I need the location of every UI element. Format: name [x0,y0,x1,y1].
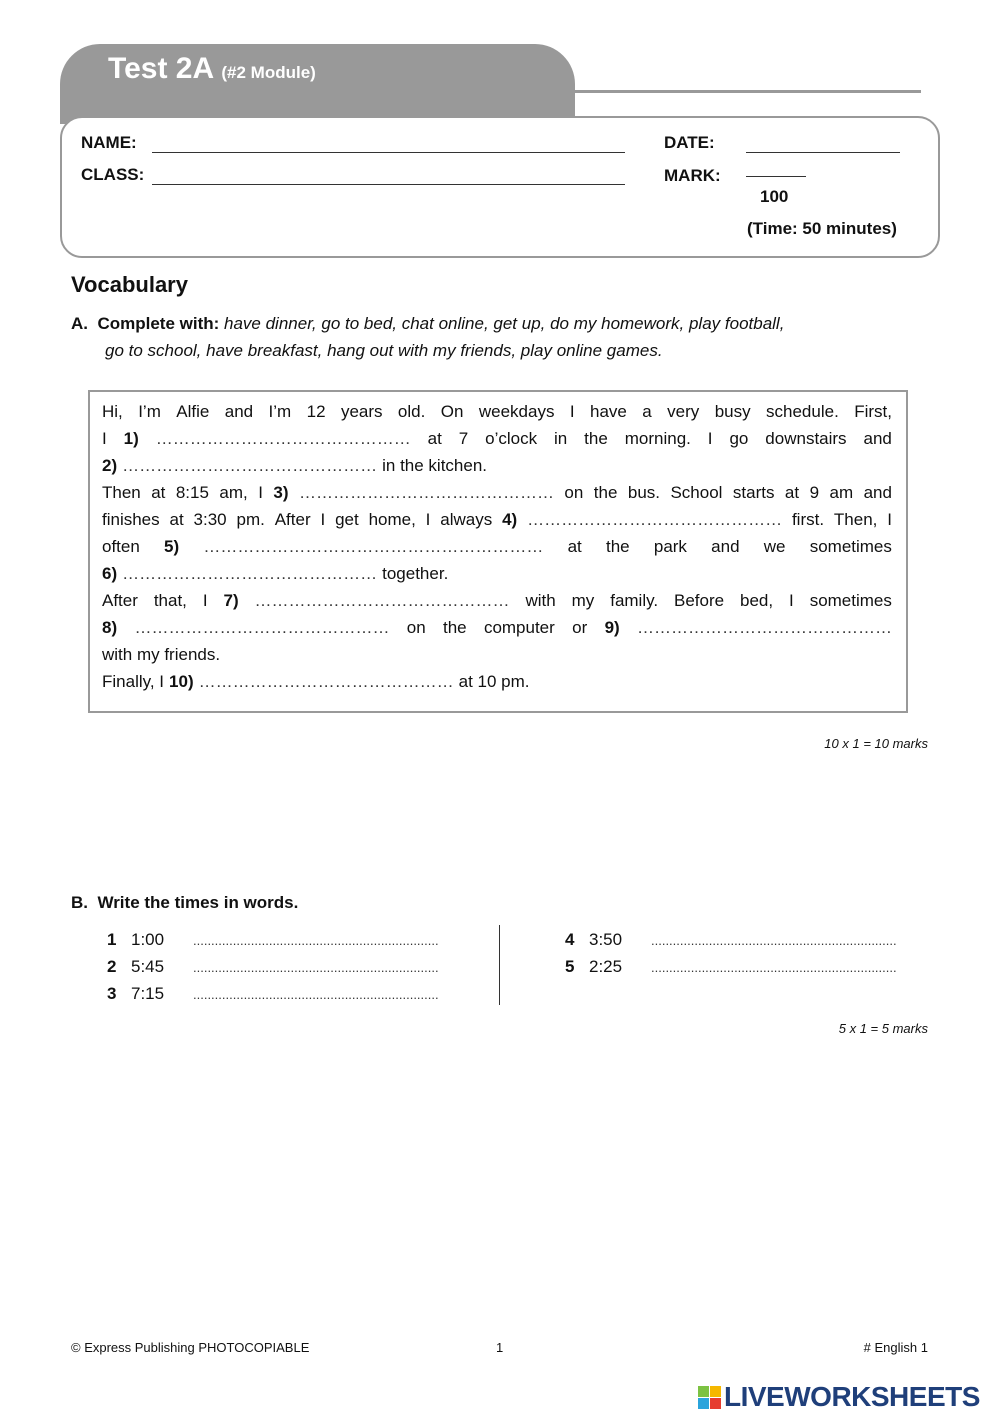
text-word: park [653,537,687,556]
title-text: Test 2A [108,52,214,85]
word-bank-line-1: have dinner, go to bed, chat online, get up, do my homework, play football, [219,314,785,333]
time-item [565,957,897,977]
answer-line[interactable]: .................................................................... [193,960,439,975]
text-word: Finally, I [102,672,165,691]
part-b-marks: 5 x 1 = 5 marks [838,1021,928,1036]
text-word: Alfie [176,402,210,421]
text-word: at [784,483,800,502]
column-divider [499,925,500,1005]
question-number: 9) [604,618,620,637]
text-word: sometimes [809,591,892,610]
text-word: schedule. [766,402,839,421]
text-line [102,510,892,530]
text-word: downstairs [765,429,847,448]
text-line [102,537,892,557]
answer-line[interactable]: .................................................................... [193,987,439,1002]
answer-line[interactable]: .................................................................... [651,960,897,975]
text-word: always [440,510,493,529]
text-word: at [427,429,442,448]
part-a-letter: A. [71,314,88,333]
text-word: old. [397,402,426,421]
text-word: the [593,483,618,502]
title-rule [575,90,921,93]
answer-blank-3[interactable]: ……………………………………… [298,483,554,502]
text-word: finishes [102,510,160,529]
text-word: 12 [306,402,326,421]
class-label: CLASS: [81,165,145,184]
text-line [102,618,892,638]
text-word: my [571,591,595,610]
text-word: computer [483,618,555,637]
answer-line[interactable]: .................................................................... [651,933,897,948]
text-word: Before [674,591,725,610]
text-line [102,429,892,449]
text-word: Hi, [102,402,123,421]
text-word: I [707,429,713,448]
part-a-heading: Complete with: [97,314,220,333]
date-label: DATE: [664,133,715,152]
question-number: 6) [102,564,118,583]
text-word: at [169,510,184,529]
question-number: 7) [223,591,239,610]
text-word: pm. [236,510,265,529]
time-item [107,930,439,950]
text-line [102,402,892,422]
text-word: Then, [833,510,878,529]
text-word: first. [791,510,825,529]
item-number: 2 [107,957,117,976]
text-word: 9 [809,483,820,502]
time-limit: (Time: 50 minutes) [747,219,897,238]
time-item [565,930,897,950]
text-word: I’m [138,402,161,421]
answer-blank-8[interactable]: ……………………………………… [134,618,390,637]
answer-blank-7[interactable]: ……………………………………… [254,591,510,610]
text-word: go [729,429,749,448]
time-value: 7:15 [131,984,165,1003]
answer-blank-4[interactable]: ……………………………………… [527,510,783,529]
text-word: weekdays [478,402,555,421]
text-word: in [554,429,568,448]
part-b-heading: Write the times in words. [97,893,299,912]
test-title [108,52,316,86]
text-word: at [151,483,166,502]
class-field[interactable] [152,184,625,185]
date-field[interactable] [746,152,900,153]
course-label: # English 1 [863,1340,928,1355]
text-word: am [829,483,854,502]
text-word: the [606,537,630,556]
question-number: 5) [164,537,180,556]
text-word: First, [854,402,892,421]
item-number: 4 [565,930,575,949]
text-word: am, [219,483,248,502]
logo-text: LIVEWORKSHEETS [724,1381,980,1412]
text-word: and [863,429,892,448]
text-word: with my friends. [102,645,221,664]
text-word: on [406,618,426,637]
time-value: 5:45 [131,957,165,976]
item-number: 5 [565,957,575,976]
text-word: get [335,510,359,529]
text-word: the [442,618,467,637]
text-word: bed, [740,591,774,610]
text-word: Then [102,483,141,502]
question-number: 3) [273,483,289,502]
text-word: I [425,510,431,529]
time-value: 3:50 [589,930,623,949]
text-line [102,564,892,584]
time-value: 1:00 [131,930,165,949]
text-line [102,456,892,476]
text-word: that, [153,591,187,610]
text-word: very [667,402,700,421]
name-field[interactable] [152,152,625,153]
part-b-letter: B. [71,893,88,912]
text-word: starts [732,483,775,502]
mark-total: 100 [760,187,789,206]
liveworksheets-logo [698,1381,980,1413]
text-word: have [590,402,627,421]
text-word: often [102,537,140,556]
answer-blank-6[interactable]: ……………………………………… [122,564,378,583]
answer-blank-10[interactable]: ……………………………………… [198,672,454,691]
part-b-instruction [71,893,298,913]
mark-field[interactable] [746,176,806,177]
text-word: and [711,537,740,556]
answer-blank-9[interactable]: ……………………………………… [637,618,892,637]
time-value: 2:25 [589,957,623,976]
text-word: On [440,402,464,421]
text-word: o’clock [485,429,538,448]
text-word: or [572,618,588,637]
text-word: and [224,402,254,421]
question-number: 2) [102,456,118,475]
name-label: NAME: [81,133,137,152]
text-word: 7 [458,429,469,448]
text-word: years [340,402,383,421]
text-word: I [789,591,794,610]
text-word: I [887,510,892,529]
text-word: After [274,510,311,529]
text-word: School [670,483,723,502]
text-line [102,672,892,692]
time-item [107,957,439,977]
text-word: in the kitchen. [382,456,488,475]
text-word: I [320,510,326,529]
question-number: 10) [169,672,194,691]
question-number: 8) [102,618,118,637]
text-word: I’m [268,402,292,421]
module-label: (#2 Module) [221,63,316,82]
text-word: and [863,483,892,502]
item-number: 3 [107,984,117,1003]
part-a-instruction [71,314,784,334]
mark-label: MARK: [664,166,721,185]
question-number: 1) [123,429,139,448]
text-word: with [525,591,556,610]
time-item [107,984,439,1004]
copyright: © Express Publishing PHOTOCOPIABLE [71,1340,310,1355]
text-word: we [763,537,786,556]
word-bank-line-2: go to school, have breakfast, hang out with my friends, play online games. [105,341,663,360]
section-title: Vocabulary [71,272,188,297]
part-a-marks: 10 x 1 = 10 marks [824,736,928,751]
answer-blank-1[interactable]: ……………………………………… [155,429,411,448]
text-word: family. [610,591,659,610]
text-word: I [102,429,107,448]
text-word: 8:15 [175,483,209,502]
text-word: together. [382,564,449,583]
text-word: the [584,429,608,448]
text-word: sometimes [809,537,892,556]
text-word: I [569,402,575,421]
text-word: I [258,483,263,502]
text-word: After [102,591,138,610]
text-line [102,645,892,665]
answer-blank-5[interactable]: …………………………………………………… [203,537,544,556]
text-word: morning. [624,429,691,448]
answer-blank-2[interactable]: ……………………………………… [122,456,378,475]
item-number: 1 [107,930,117,949]
text-word: a [642,402,652,421]
logo-icon [698,1386,721,1409]
text-word: at [567,537,582,556]
question-number: 4) [502,510,518,529]
text-word: I [202,591,208,610]
text-word: bus. [627,483,661,502]
answer-line[interactable]: .................................................................... [193,933,439,948]
text-word: busy [714,402,751,421]
text-word: at 10 pm. [458,672,530,691]
text-word: home, [368,510,416,529]
text-word: on [564,483,584,502]
page-number: 1 [496,1340,504,1355]
text-line [102,591,892,611]
text-line [102,483,892,503]
text-word: 3:30 [193,510,227,529]
